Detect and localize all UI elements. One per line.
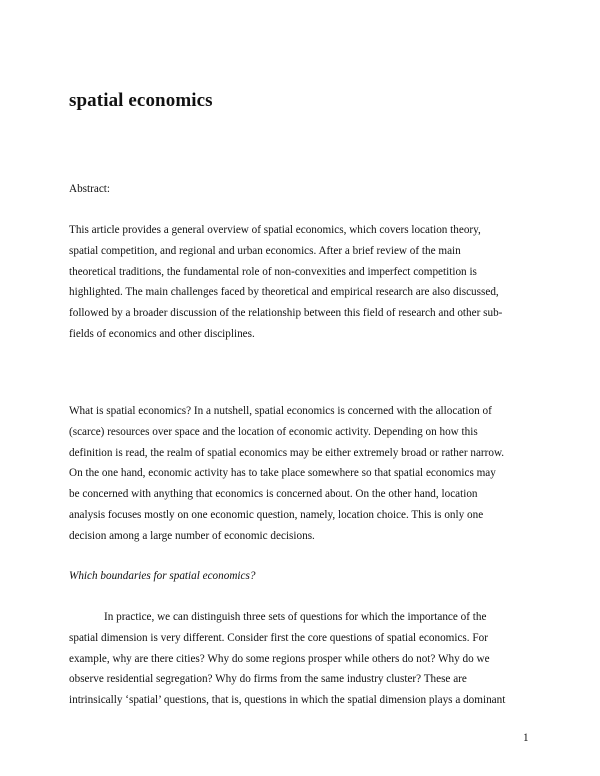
abstract-line: fields of economics and other disciplines. — [69, 327, 255, 340]
intro-paragraph — [69, 401, 539, 547]
intro-line: analysis focuses mostly on one economic question, namely, location choice. This is only one — [69, 508, 484, 521]
section-heading: Which boundaries for spatial economics? — [69, 570, 256, 582]
body-line: intrinsically ‘spatial’ questions, that is, questions in which the spatial dimension plays a dominant — [69, 694, 506, 707]
abstract-line: highlighted. The main challenges faced by theoretical and empirical research are also discussed, — [69, 286, 499, 299]
abstract-line: This article provides a general overview of spatial economics, which covers location theory, — [69, 224, 481, 236]
intro-line: (scarce) resources over space and the location of economic activity. Depending on how this — [69, 425, 478, 438]
intro-line: On the one hand, economic activity has to take place somewhere so that spatial economics may — [69, 467, 496, 480]
abstract-paragraph — [69, 220, 539, 345]
abstract-line: theoretical traditions, the fundamental role of non-convexities and imperfect competition is — [69, 265, 477, 278]
body-paragraph — [69, 607, 539, 711]
intro-line: definition is read, the realm of spatial economics may be either extremely broad or rather narrow. — [69, 446, 505, 459]
page-number: 1 — [523, 732, 529, 744]
intro-line: What is spatial economics? In a nutshell, spatial economics is concerned with the allocation of — [69, 405, 492, 417]
body-line: observe residential segregation? Why do firms from the same industry cluster? These are — [69, 673, 467, 686]
intro-line: be concerned with anything that economics is concerned about. On the other hand, location — [69, 488, 478, 501]
abstract-line: followed by a broader discussion of the relationship between this field of research and other sub- — [69, 307, 503, 320]
intro-line: decision among a large number of economic decisions. — [69, 529, 315, 542]
abstract-label: Abstract: — [69, 183, 111, 195]
abstract-line: spatial competition, and regional and urban economics. After a brief review of the main — [69, 244, 461, 257]
document-title: spatial economics — [69, 90, 213, 111]
body-line: In practice, we can distinguish three sets of questions for which the importance of the — [104, 611, 487, 623]
body-line: spatial dimension is very different. Consider first the core questions of spatial economics. For — [69, 631, 488, 644]
body-line: example, why are there cities? Why do some regions prosper while others do not? Why do we — [69, 652, 490, 665]
